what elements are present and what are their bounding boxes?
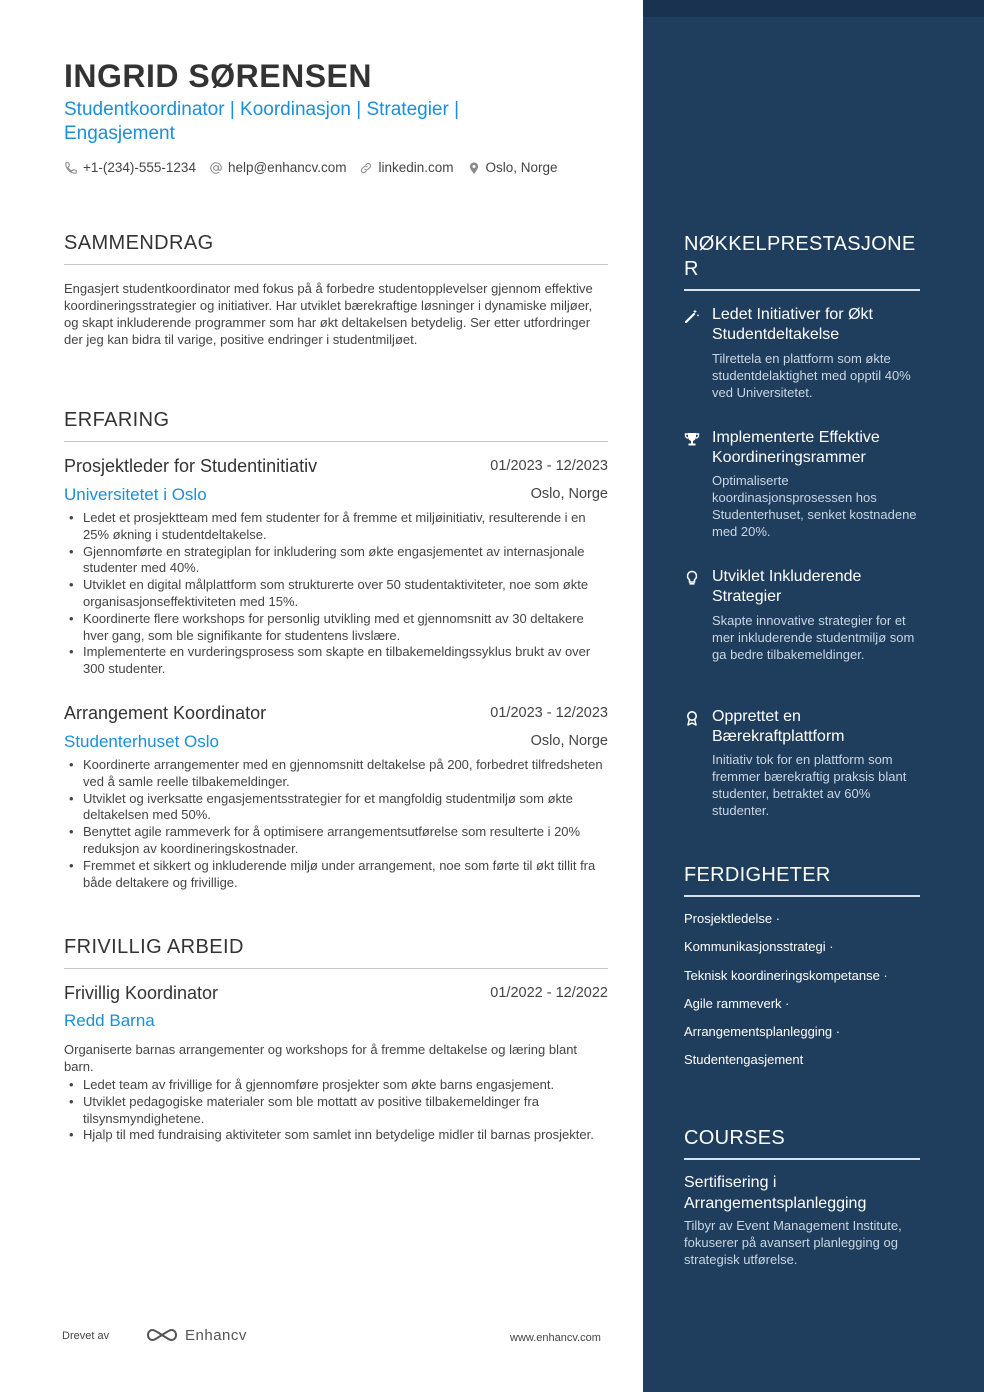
courses-divider: [684, 1158, 920, 1160]
list-item: • Ledet et prosjektteam med fem studenter for å fremme et miljøinitiativ, resulterende i en 25% økning i studentdeltakelse.: [64, 510, 610, 544]
skill-item: Teknisk koordineringskompetanse ·: [684, 967, 888, 983]
summary-heading: SAMMENDRAG: [64, 232, 214, 254]
achievement-1-desc: Tilrettela en plattform som økte studentdelaktighet med opptil 40% ved Universitetet.: [712, 351, 911, 400]
list-item: • Fremmet et sikkert og inkluderende miljø under arrangement, noe som førte til økt tillit fra både deltakere og frivillige.: [64, 858, 610, 892]
sidebar-top-band: [643, 0, 984, 17]
contact-location: [467, 160, 558, 175]
phone-icon: [64, 161, 78, 175]
volunteer-divider: [64, 968, 608, 969]
footer-powered-by: Drevet av: [62, 1330, 110, 1342]
list-item: • Benyttet agile rammeverk for å optimisere arrangementsutførelse som resulterte i 20% reduksjon av koordineringskostnader.: [64, 824, 610, 858]
experience-heading: ERFARING: [64, 409, 170, 431]
contact-email-text: help@enhancv.com: [227, 160, 347, 175]
link-icon: [359, 161, 373, 175]
enhancv-logo-icon: [145, 1326, 179, 1344]
job-2-title: Arrangement Koordinator: [64, 703, 267, 723]
at-icon: [209, 161, 223, 175]
volunteer-organization[interactable]: Redd Barna: [64, 1011, 155, 1030]
lightbulb-icon: [684, 570, 700, 586]
award-ribbon-icon: [684, 710, 700, 726]
contact-location-text: Oslo, Norge: [485, 160, 558, 175]
job-1-dates: 01/2023 - 12/2023: [490, 458, 608, 474]
job-1-bullets: [64, 510, 610, 678]
volunteer-bullets: [64, 1077, 610, 1144]
skill-item: Kommunikasjonsstrategi ·: [684, 939, 834, 955]
job-2-dates: 01/2023 - 12/2023: [490, 705, 608, 721]
list-item: • Ledet team av frivillige for å gjennomføre prosjekter som økte barns engasjement.: [64, 1077, 610, 1094]
trophy-icon: [684, 431, 700, 447]
contact-linkedin[interactable]: [359, 160, 453, 175]
footer-url[interactable]: www.enhancv.com: [510, 1332, 601, 1344]
list-item: • Utviklet og iverksatte engasjementsstrategier for et mangfoldig studentmiljø som økte deltakelsen med 50%.: [64, 791, 610, 825]
achievement-3-desc: Skapte innovative strategier for et mer inkluderende studentmiljø som ga bedre tilbakemeldinger.: [712, 613, 915, 662]
list-item: • Utviklet en digital målplattform som strukturerte over 50 studentaktiviteter, noe som økte organisasjonseffektiviteten med 15%.: [64, 577, 610, 611]
achievements-heading: NØKKELPRESTASJONER: [684, 233, 916, 280]
list-item: • Koordinerte arrangementer med en gjennomsnitt deltakelse på 200, forbedret tilfredsheten ved å samle reelle tilbakemeldinger.: [64, 757, 610, 791]
achievement-3-title: Utviklet Inkluderende Strategier: [712, 568, 862, 605]
list-item: • Gjennomførte en strategiplan for inkludering som økte engasjementet av internasjonale studenter med 40%.: [64, 544, 610, 578]
list-item: • Hjalp til med fundraising aktiviteter som samlet inn betydelige midler til barnas prosjekter.: [64, 1127, 610, 1144]
skill-item: Arrangementsplanlegging ·: [684, 1024, 841, 1040]
achievements-divider: [684, 289, 920, 291]
course-1-desc: Tilbyr av Event Management Institute, fokuserer på avansert planlegging og strategisk utførelse.: [684, 1218, 902, 1267]
skill-item: Studentengasjement: [684, 1052, 804, 1068]
summary-text: Engasjert studentkoordinator med fokus på å forbedre studentopplevelser gjennom effektive koordineringsstrategier og initiativer. Har utviklet bærekraftige løsninger i dynamiske miljøer, og skapt inkluderende programmer som har økt deltakelsen betydelig. Ser etter utfordringer der jeg kan bidra til varige, positive endringer i studentmiljøet.: [64, 281, 593, 347]
contact-email[interactable]: [209, 160, 347, 175]
volunteer-dates: 01/2022 - 12/2022: [490, 985, 608, 1001]
achievement-4-title: Opprettet en Bærekraftplattform: [712, 708, 845, 745]
achievement-2-desc: Optimaliserte koordinasjonsprosessen hos Studenterhuset, senket kostnadene med 20%.: [712, 473, 917, 539]
course-1-title: Sertifisering i Arrangementsplanlegging: [684, 1174, 867, 1212]
contact-phone[interactable]: [64, 160, 196, 175]
list-item: • Koordinerte flere workshops for personlig utvikling med et gjennomsnitt av 30 deltakere hver gang, som ble signifikante for studentens livslære.: [64, 611, 610, 645]
magic-wand-icon: [684, 308, 700, 324]
footer-brand-logo[interactable]: [145, 1326, 247, 1344]
summary-divider: [64, 264, 608, 265]
location-pin-icon: [467, 161, 481, 175]
headline: Studentkoordinator | Koordinasjon | Strategier | Engasjement: [64, 99, 460, 144]
contact-bar: [64, 160, 571, 175]
job-1-title: Prosjektleder for Studentinitiativ: [64, 456, 318, 476]
volunteer-description: Organiserte barnas arrangementer og workshops for å fremme deltakelse og læring blant barn.: [64, 1042, 578, 1074]
job-2-company[interactable]: Studenterhuset Oslo: [64, 732, 219, 751]
volunteer-title: Frivillig Koordinator: [64, 983, 219, 1003]
job-1-company[interactable]: Universitetet i Oslo: [64, 485, 207, 504]
skill-item: Agile rammeverk ·: [684, 995, 790, 1011]
job-1-location: Oslo, Norge: [530, 486, 608, 502]
job-2-bullets: [64, 757, 610, 891]
skills-list: [684, 909, 888, 1079]
footer-brand-name: Enhancv: [185, 1326, 247, 1344]
achievement-1-title: Ledet Initiativer for Økt Studentdeltakelse: [712, 306, 873, 343]
contact-phone-text: +1-(234)-555-1234: [83, 160, 196, 175]
courses-heading: COURSES: [684, 1127, 786, 1149]
skill-item: Prosjektledelse ·: [684, 911, 781, 926]
candidate-name: INGRID SØRENSEN: [64, 58, 372, 94]
volunteer-heading: FRIVILLIG ARBEID: [64, 936, 244, 958]
job-2-location: Oslo, Norge: [530, 733, 608, 749]
skills-heading: FERDIGHETER: [684, 864, 831, 886]
list-item: • Utviklet pedagogiske materialer som ble mottatt av positive tilbakemeldinger fra tilsynsmyndighetene.: [64, 1094, 610, 1128]
achievement-2-title: Implementerte Effektive Koordineringsrammer: [712, 429, 880, 466]
experience-divider: [64, 441, 608, 442]
skills-divider: [684, 895, 920, 897]
list-item: • Implementerte en vurderingsprosess som skapte en tilbakemeldingssyklus brukt av over 300 studenter.: [64, 644, 610, 678]
contact-linkedin-text: linkedin.com: [378, 160, 454, 175]
achievement-4-desc: Initiativ tok for en plattform som fremmer bærekraftig praksis blant studenter, betraktet av 60% studenter.: [712, 752, 907, 818]
